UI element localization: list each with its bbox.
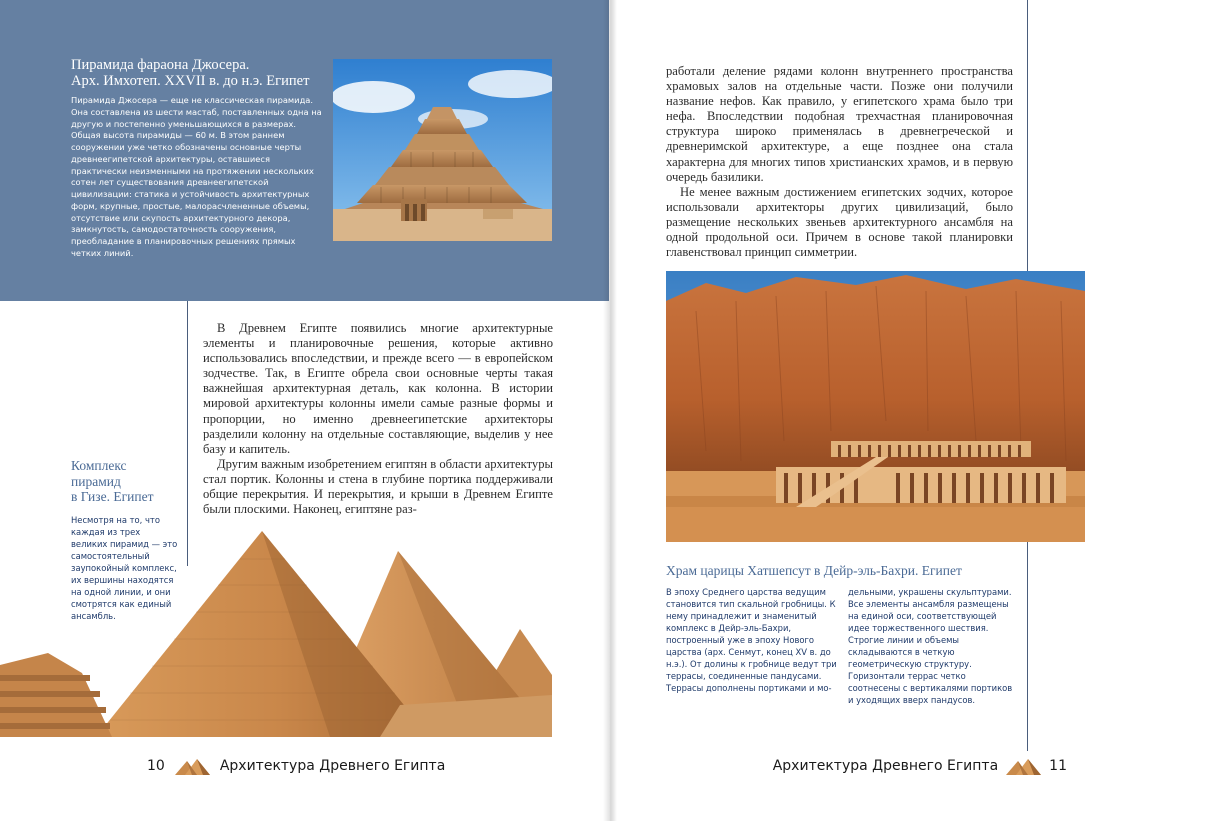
paragraph: Не менее важным достижением египетских зодчих, которое использовали архитекторы других цивилизаций, было размещение нескольких звеньев архитектурного ансамбля на одной продольной оси. Причем в основе такой планировки главенствовал принцип симметрии. <box>666 184 1013 260</box>
right-page <box>609 0 1216 821</box>
paragraph: Другим важным изобретением египтян в области архитектуры стал портик. Колонны и стена в глубине портика поддерживали общие перекрытия. И перекрытия, и крыши в Древнем Египте были плоскими. Наконец, египтяне раз- <box>203 456 553 517</box>
djoser-title-line2: Арх. Имхотеп. XXVII в. до н.э. Египет <box>71 73 310 89</box>
djoser-caption-title <box>71 57 326 89</box>
pyramid-logo-icon <box>175 757 210 775</box>
page-number: 11 <box>1049 758 1067 774</box>
djoser-title-line1: Пирамида фараона Джосера. <box>71 57 250 73</box>
giza-title-line3: в Гизе. Египет <box>71 489 154 504</box>
temple-caption-column-1: В эпоху Среднего царства ведущим становится тип скальной гробницы. К нему принадлежит и знаменитый комплекс в Дейр-эль-Бахри, построенный уже в эпоху Нового царства (арх. Сенмут, конец XV в. до н.э.). От долины к гробнице ведут три террасы, соединенные пандусами. Террасы дополнены портиками и мо- <box>666 587 837 693</box>
page-number: 10 <box>147 758 165 774</box>
paragraph: работали деление рядами колонн внутреннего пространства храмовых залов на отдельные части. Позже они получили название нефов. Как правило, у египетского храма было три нефа. Впоследствии подобная трехчастная планировочная структура широко применялась в древнегреческой и древнеримской архитектуре, а еще позднее она стала характерна для многих типов христианских храмов, и в первую очередь базилики. <box>666 64 1013 184</box>
book-spine-shadow <box>603 0 617 821</box>
djoser-caption-text: Пирамида Джосера — еще не классическая пирамида. Она составлена из шести мастаб, поставленных одна на другую и постепенно уменьшающихся в размерах. Общая высота пирамиды — 60 м. В этом раннем сооружении уже четко обозначены основные черты древнеегипетской архитектуры, оставшиеся практически неизменными на протяжении нескольких сотен лет существования древнеегипетской цивилизации: статика и устойчивость архитектурных форм, крупные, простые, малорасчлененные объемы, отсутствие или скупость архитектурного декора, замкнутость, самодостаточность сооружения, преобладание в планировочных решениях прямых четких линий. <box>71 95 322 258</box>
giza-pyramids-photo <box>0 525 552 737</box>
book-title: Архитектура Древнего Египта <box>219 758 446 774</box>
left-main-text <box>203 321 553 517</box>
giza-caption-title <box>71 458 181 505</box>
right-footer <box>773 755 1067 777</box>
djoser-pyramid-photo <box>333 59 552 241</box>
giza-title-line1: Комплекс <box>71 458 127 473</box>
paragraph: В Древнем Египте появились многие архитектурные элементы и планировочные решения, которые активно использовались впоследствии, и прежде всего — в европейском зодчестве. Так, в Египте обрела свои основные черты такая важнейшая архитектурная деталь, как колонна. В истории мировой архитектуры колонны имели самые разные формы и пропорции, но именно древнеегипетские архитекторы разделили колонну на отдельные составляющие, выделив у нее базу и капитель. <box>203 321 553 456</box>
book-title: Архитектура Древнего Египта <box>772 758 999 774</box>
hatshepsut-temple-photo <box>666 271 1085 542</box>
pyramid-logo-icon <box>1006 757 1041 775</box>
giza-caption-text: Несмотря на то, что каждая из трех великих пирамид — это самостоятельный заупокойный комплекс, их вершины находятся на одной линии, и они смотрятся как единый ансамбль. <box>71 515 178 621</box>
temple-caption-title: Храм царицы Хатшепсут в Дейр-эль-Бахри. Египет <box>666 563 962 578</box>
temple-caption-column-2: дельными, украшены скульптурами. Все элементы ансамбля размещены на единой оси, соответствующей идее торжественного шествия. Строгие линии и объемы складываются в четкую геометрическую структуру. Горизонтали террас четко соотнесены с вертикалями портиков и уходящих вверх пандусов. <box>848 587 1013 705</box>
right-main-text <box>666 64 1013 260</box>
left-footer <box>147 755 445 777</box>
giza-title-line2: пирамид <box>71 473 121 489</box>
